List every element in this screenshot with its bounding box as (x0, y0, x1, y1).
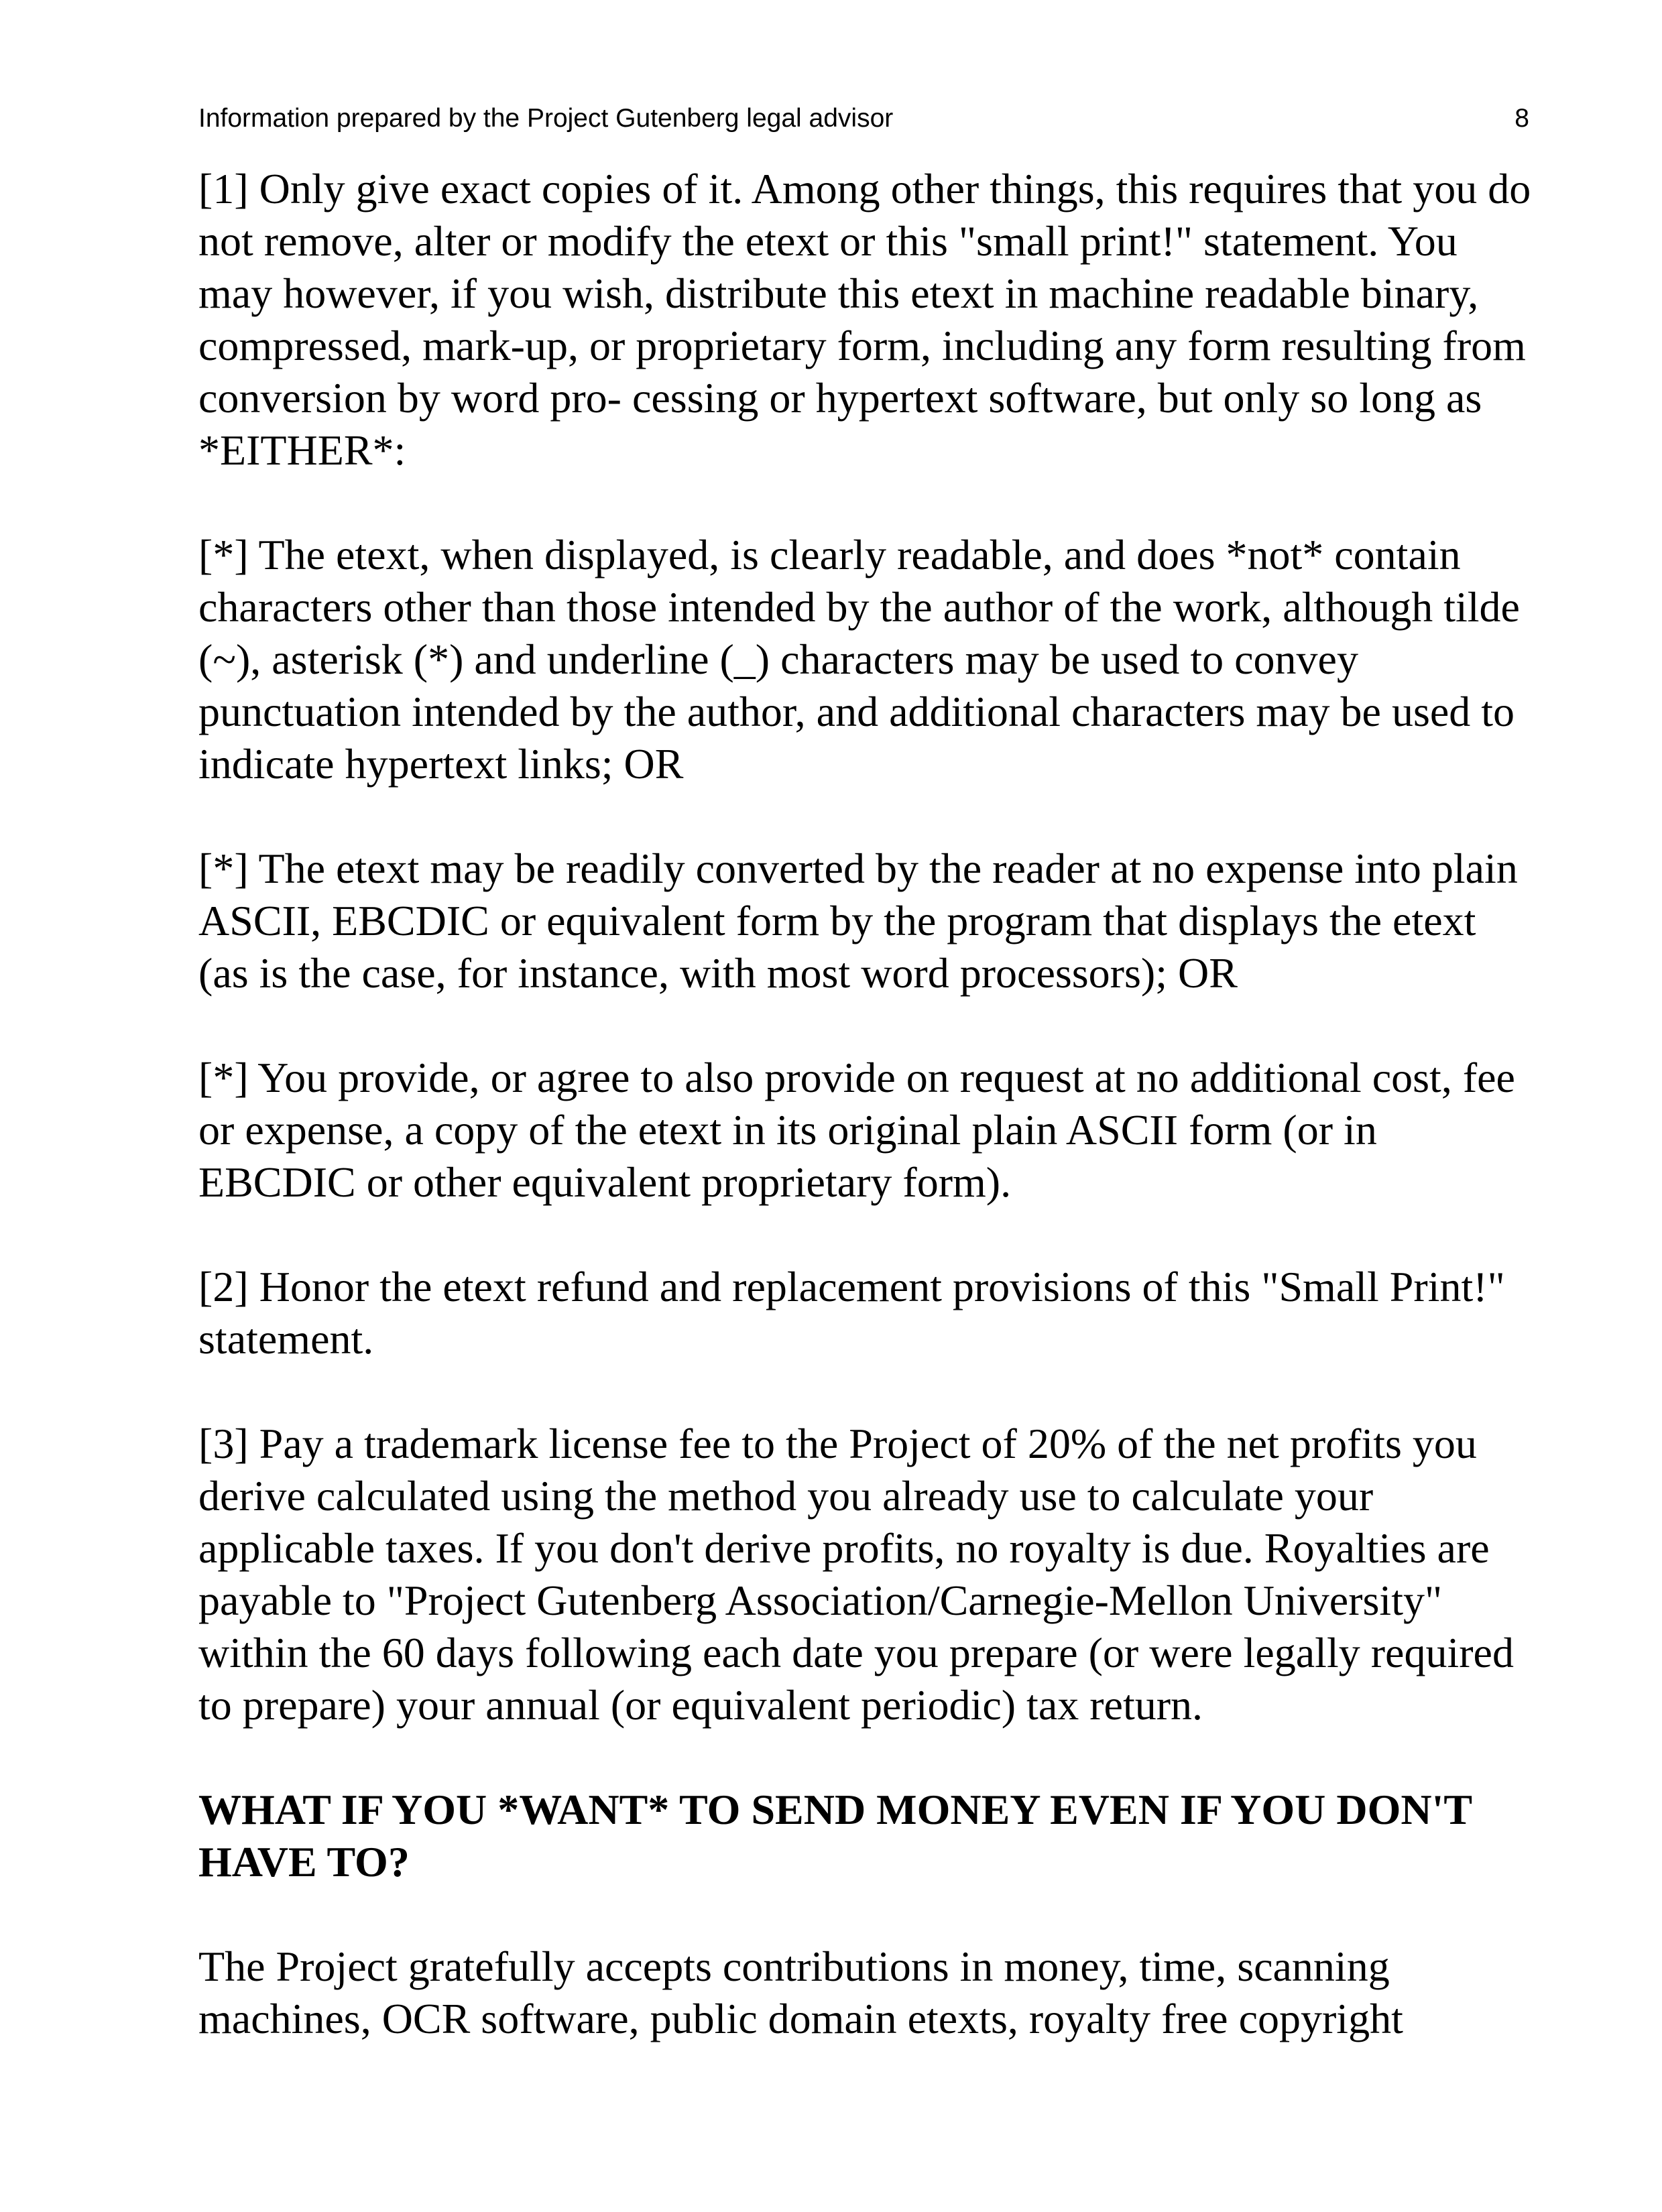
body-text (198, 163, 1533, 2045)
paragraph-trademark-fee: [3] Pay a trademark license fee to the Project of 20% of the net profits you derive calculated using the method you already use to calculate your applicable taxes. If you don't derive profits, no royalty is due. Royalties are payable to "Project Gutenberg Association/Carnegie-Mellon University" within the 60 days following each date you prepare (or were legally required to prepare) your annual (or equivalent periodic) tax return. (198, 1420, 1514, 1729)
page-number: 8 (1515, 104, 1529, 133)
running-header (198, 102, 1529, 135)
section-heading: WHAT IF YOU *WANT* TO SEND MONEY EVEN IF YOU DON'T HAVE TO? (198, 1786, 1472, 1886)
paragraph-honor-refund: [2] Honor the etext refund and replacement provisions of this "Small Print!" statement. (198, 1263, 1505, 1363)
paragraph-exact-copies: [1] Only give exact copies of it. Among other things, this requires that you do not remove, alter or modify the etext or this "small print!" statement. You may however, if you wish, distribute this etext in machine readable binary, compressed, mark-up, or proprietary form, including any form resulting from conversion by word pro- cessing or hypertext software, but only so long as *EITHER*: (198, 165, 1531, 474)
paragraph-readily-converted: [*] The etext may be readily converted by the reader at no expense into plain ASCII, EBCDIC or equivalent form by the program that displays the etext (as is the case, for instance, with most word processors); OR (198, 845, 1518, 997)
paragraph-provide-copy: [*] You provide, or agree to also provide on request at no additional cost, fee or expense, a copy of the etext in its original plain ASCII form (or in EBCDIC or other equivalent proprietary form). (198, 1054, 1515, 1206)
paragraph-clearly-readable: [*] The etext, when displayed, is clearly readable, and does *not* contain characters other than those intended by the author of the work, although tilde (~), asterisk (*) and underline (_) characters may be used to convey punctuation intended by the author, and additional characters may be used to indicate hypertext links; OR (198, 531, 1520, 788)
paragraph-contributions: The Project gratefully accepts contributions in money, time, scanning machines, OCR software, public domain etexts, royalty free copyright (198, 1943, 1403, 2042)
running-title: Information prepared by the Project Gutenberg legal advisor (198, 104, 894, 133)
